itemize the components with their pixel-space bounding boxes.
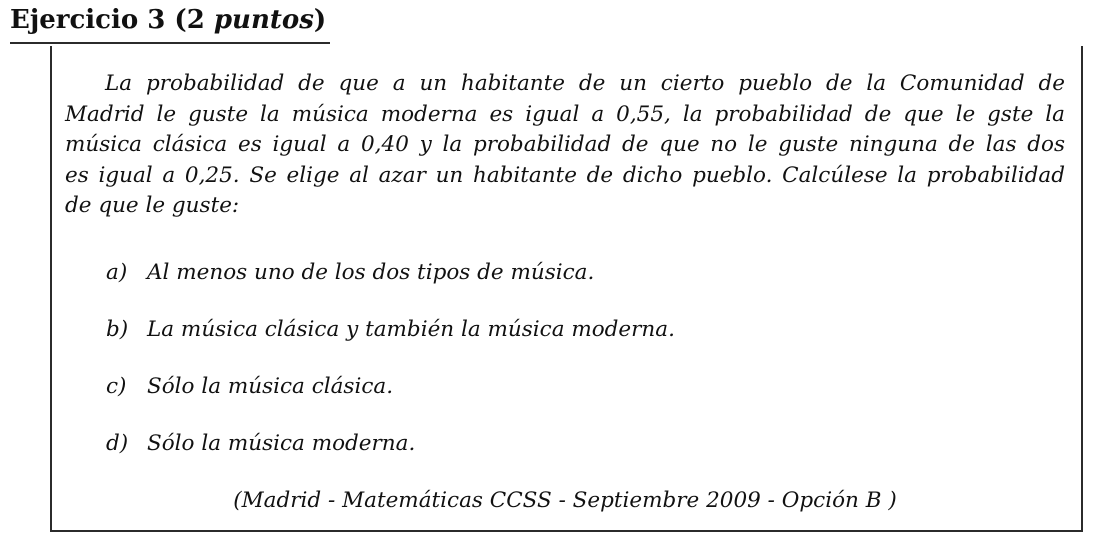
- item-label: b): [106, 316, 129, 342]
- exercise-box: [50, 46, 1083, 532]
- statement-line: es igual a 0,25. Se elige al azar un habitante de dicho pueblo. Calcúlese la probabilidad: [65, 162, 1065, 188]
- exercise-title: [10, 4, 330, 44]
- statement-line: La probabilidad de que a un habitante de un cierto pueblo de la Comunidad de: [105, 71, 1065, 96]
- question-item-a: [106, 258, 1065, 288]
- item-label: d): [106, 430, 129, 456]
- item-text: Al menos uno de los dos tipos de música.: [147, 259, 595, 285]
- item-text: Sólo la música clásica.: [147, 373, 394, 399]
- exercise-title-main: Ejercicio 3 (2: [10, 5, 214, 35]
- statement-line: música clásica es igual a 0,40 y la probabilidad de que no le guste ninguna de las dos: [65, 132, 1065, 158]
- question-list: [106, 258, 1065, 459]
- source-citation: (Madrid - Matemáticas CCSS - Septiembre 2009 - Opción B ): [233, 487, 897, 513]
- statement-line: de que le guste:: [65, 193, 240, 219]
- question-item-c: [106, 372, 1065, 402]
- item-text: Sólo la música moderna.: [147, 430, 416, 456]
- statement-line: Madrid le guste la música moderna es igual a 0,55, la probabilidad de que le gste la: [65, 101, 1065, 127]
- problem-statement: [65, 69, 1065, 222]
- question-item-d: [106, 429, 1065, 459]
- exercise-title-close-paren: ): [313, 5, 327, 35]
- item-text: La música clásica y también la música moderna.: [147, 316, 675, 342]
- question-item-b: [106, 315, 1065, 345]
- item-label: a): [106, 259, 128, 285]
- item-label: c): [106, 373, 127, 399]
- exercise-title-points-emph: puntos: [213, 5, 314, 35]
